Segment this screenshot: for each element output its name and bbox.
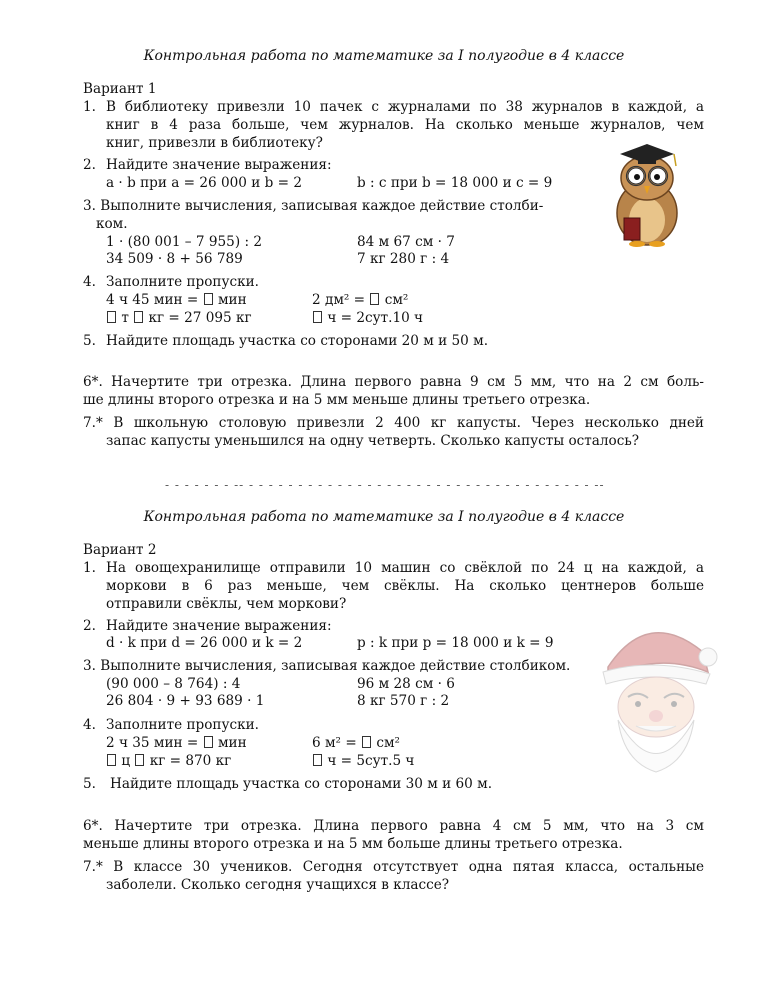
v2-q3-calc-4: 8 кг 570 г : 2 [357,693,450,709]
v1-q1-line-3: книг, привезли в библиотеку? [106,135,323,151]
v1-q4-fill-1: 4 ч 45 мин = мин [106,292,247,308]
v2-q4-fill-1: 2 ч 35 мин = мин [106,735,247,751]
v1-q3-line-1: 3. Выполните вычисления, записывая каждое действие столби- [83,198,544,214]
v1-q2-expression-a: a · b при a = 26 000 и b = 2 [106,175,303,191]
blank-box-icon [204,293,213,305]
owl-professor-icon [602,138,692,248]
blank-box-icon [107,754,116,766]
v1-q3-line-2: ком. [96,216,128,232]
v1-q5-number: 5. [83,333,96,349]
v2-q1-line-1: На овощехранилище отправили 10 машин со свёклой по 24 ц на каждой, а [106,560,704,576]
v1-title: Контрольная работа по математике за I полугодие в 4 классе [143,48,625,64]
blank-box-icon [107,311,116,323]
v2-q7-line-2: заболели. Сколько сегодня учащихся в классе? [106,877,450,893]
v1-q2-number: 2. [83,157,96,173]
v2-q1-line-2: моркови в 6 раз меньше, чем свёклы. На сколько центнеров больше [106,578,704,594]
blank-box-icon [362,736,371,748]
v2-q5-number: 5. [83,776,96,792]
v2-q7-line-1: 7.* В классе 30 учеников. Сегодня отсутствует одна пятая класса, остальные [83,859,704,875]
v1-q7-line-2: запас капусты уменьшился на одну четверть. Сколько капусты осталось? [106,433,640,449]
v1-q2-expression-b: b : c при b = 18 000 и c = 9 [357,175,553,191]
v2-q2-expression-b: p : k при p = 18 000 и k = 9 [357,635,554,651]
v2-q3-calc-1: (90 000 – 8 764) : 4 [106,676,241,692]
v1-q4-fill-2: 2 дм² = см² [312,292,409,308]
v2-q1-number: 1. [83,560,96,576]
v2-q2-expression-a: d · k при d = 26 000 и k = 2 [106,635,303,651]
v1-q3-calc-3: 34 509 · 8 + 56 789 [106,251,243,267]
v1-q7-line-1: 7.* В школьную столовую привезли 2 400 кг капусты. Через несколько дней [83,415,704,431]
variant-separator: - - - - - - - -- - - - - - - - - - - - - - - - - - - - - - - - - - - - - - - - - - - - -- [165,478,605,492]
v2-q3-calc-2: 96 м 28 см · 6 [357,676,455,692]
blank-box-icon [313,311,322,323]
v2-q2-number: 2. [83,618,96,634]
v1-q4-fill-3: т кг = 27 095 кг [106,309,252,327]
v2-q3-calc-3: 26 804 · 9 + 93 689 · 1 [106,693,265,709]
v1-q5-line-1: Найдите площадь участка со сторонами 20 м и 50 м. [106,333,489,349]
v2-q4-fill-4: ч = 5сут.5 ч [312,752,414,770]
v1-variant-heading: Вариант 1 [83,81,157,97]
v2-q6-line-2: меньше длины второго отрезка и на 5 мм больше длины третьего отрезка. [83,836,623,852]
blank-box-icon [204,736,213,748]
v2-q4-number: 4. [83,717,96,733]
v1-q1-number: 1. [83,99,96,115]
v2-q4-line-1: Заполните пропуски. [106,717,259,733]
v1-q3-calc-4: 7 кг 280 г : 4 [357,251,450,267]
v1-q4-line-1: Заполните пропуски. [106,274,259,290]
v2-q1-line-3: отправили свёклы, чем моркови? [106,596,347,612]
santa-claus-icon [578,612,728,782]
v1-q1-line-2: книг в 4 раза больше, чем журналов. На сколько меньше журналов, чем [106,117,704,133]
v1-q3-calc-2: 84 м 67 см · 7 [357,234,455,250]
v1-q6-line-1: 6*. Начертите три отрезка. Длина первого равна 9 см 5 мм, что на 2 см боль- [83,374,704,390]
v2-q2-line-1: Найдите значение выражения: [106,618,332,634]
v1-q4-number: 4. [83,274,96,290]
v1-q1-line-1: В библиотеку привезли 10 пачек с журналами по 38 журналов в каждой, а [106,99,704,115]
blank-box-icon [370,293,379,305]
v2-q5-line-1: Найдите площадь участка со сторонами 30 м и 60 м. [110,776,493,792]
v2-title: Контрольная работа по математике за I полугодие в 4 классе [143,509,625,525]
v2-q4-fill-2: 6 м² = см² [312,735,400,751]
v2-variant-heading: Вариант 2 [83,542,157,558]
blank-box-icon [134,311,143,323]
v2-q3-line-1: 3. Выполните вычисления, записывая каждое действие столбиком. [83,658,571,674]
v1-q6-line-2: ше длины второго отрезка и на 5 мм меньше длины третьего отрезка. [83,392,591,408]
v1-q3-calc-1: 1 · (80 001 – 7 955) : 2 [106,234,263,250]
v1-q4-fill-4: ч = 2сут.10 ч [312,309,423,327]
v2-q4-fill-3: ц кг = 870 кг [106,752,231,770]
v1-q2-line-1: Найдите значение выражения: [106,157,332,173]
blank-box-icon [135,754,144,766]
blank-box-icon [313,754,322,766]
v2-q6-line-1: 6*. Начертите три отрезка. Длина первого равна 4 см 5 мм, что на 3 см [83,818,704,834]
